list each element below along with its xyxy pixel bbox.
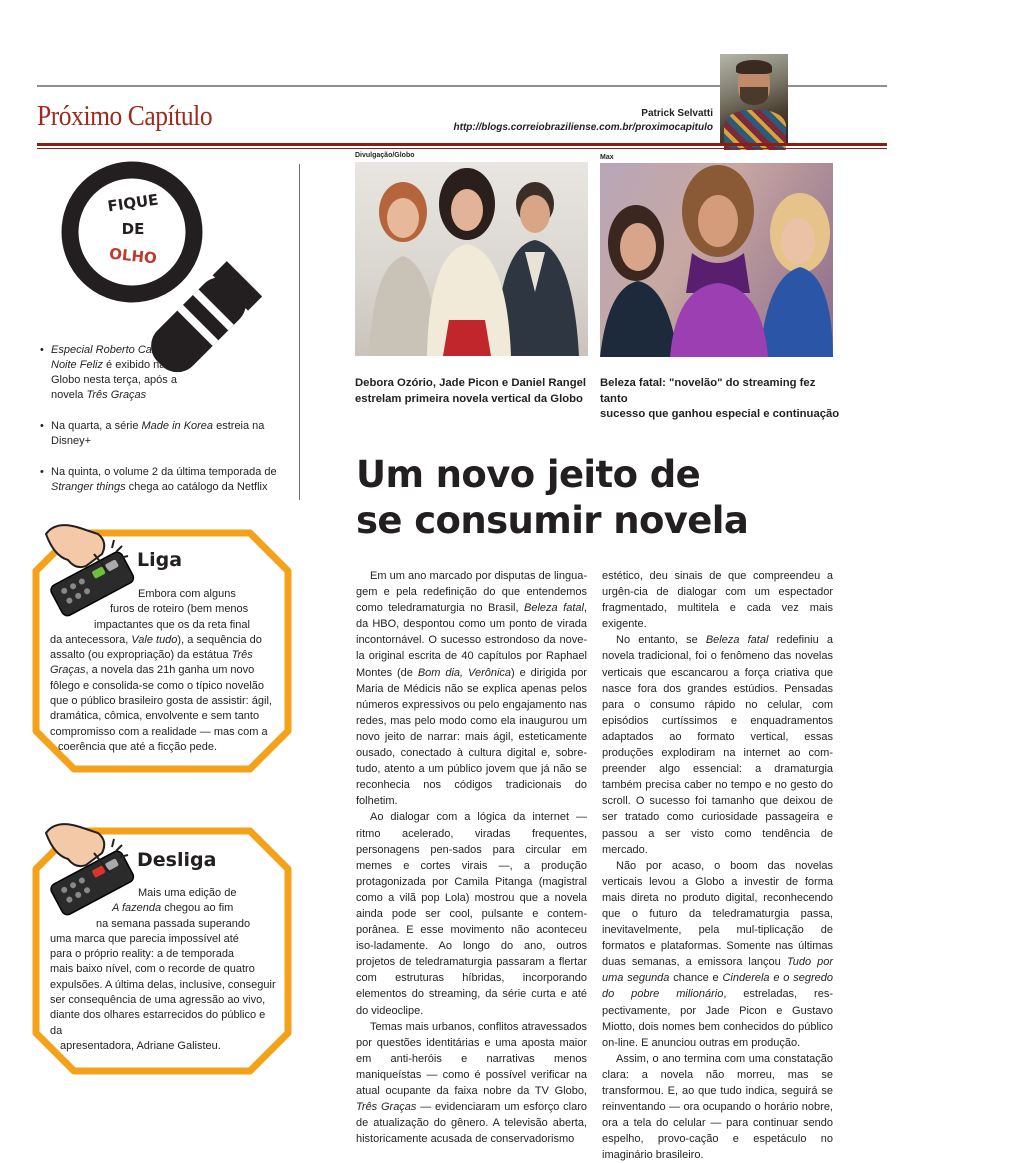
article-paragraph: Temas mais urbanos, conflitos atravessados por questões identitárias e uma aposta maior em anti-heróis e narrativas menos maniqueístas — como é possível verificar na atual ocupante da faixa nobre da TV Globo, Três Graças — evidenciaram um esforço claro de atualização do gênero. A televisão aberta, historicamente acusada de conservadorismo: [356, 1020, 587, 1146]
author-name: Patrick Selvatti: [641, 108, 713, 119]
caption-right: Beleza fatal: "novelão" do streaming fez tanto sucesso que ganhou especial e continuação: [600, 377, 840, 420]
watch-item: • Na quinta, o volume 2 da última temporada de Stranger things chega ao catálogo da Netflix: [40, 465, 290, 495]
article-paragraph: estético, deu sinais de que compreendeu a urgên-cia de dialogar com um espectador fragmentado, multitela e cada vez mais exigente.: [602, 570, 833, 631]
author-photo: [720, 54, 788, 143]
article-headline: Um novo jeito de se consumir novela: [356, 453, 749, 542]
desliga-title: Desliga: [137, 849, 217, 871]
article-paragraph: Em um ano marcado por disputas de lingua-gem e pela redefinição do que entendemos como teledramaturgia no Brasil, Beleza fatal, da HBO, despontou como um ponto de virada incontornável. O sucesso estrondoso da nove-la original escrita de 40 capítulos por Raphael Montes (de Bom dia, Verônica) e dirigida por Maria de Médicis não se explica apenas pelos números expressivos ou pelo engajamento nas redes, mas pelo modo como ela inaugurou um novo jeito de narrar: mais ágil, esteticamente ousado, conectado à cultura digital e, sobre-tudo, atento a um público jovem que já não se reconhecia nos códigos tradicionais do folhetim.: [356, 570, 587, 808]
badge-line-fique: FIQUE: [106, 190, 160, 216]
article-column-2: [602, 568, 833, 1163]
section-title: Próximo Capítulo: [37, 100, 213, 132]
photo-credit-left: Divulgação/Globo: [355, 152, 415, 159]
badge-line-olho: OLHO: [108, 244, 158, 268]
cast-photo-globo: [355, 162, 588, 356]
caption-left: Debora Ozório, Jade Picon e Daniel Rangel estrelam primeira novela vertical da Globo: [355, 377, 587, 405]
photo-credit-right: Max: [600, 154, 614, 161]
watch-item: • Na quarta, a série Made in Korea estreia na Disney+: [40, 419, 290, 449]
article-paragraph: No entanto, se Beleza fatal redefiniu a novela tradicional, foi o fenômeno das novelas verticais que escancarou a força criativa que nasce fora dos grandes estúdios. Pensadas para o consumo rápido no celular, com episódios curtíssimos e enquadramentos adaptados ao formato vertical, essas produções explodiram na internet ao com-preender algo essencial: a dramaturgia também precisa caber no tempo e no gesto do scroll. O sucesso foi tamanho que deixou de ser tratado como curiosidade passageira e passou a ser visto como tendência de mercado.: [602, 634, 833, 856]
badge-line-de: DE: [121, 220, 145, 238]
cast-photo-max: [600, 163, 833, 357]
watch-item: • Especial Roberto Carlos — Noite Feliz é exibido na Globo nesta terça, após a novela Três Graças: [40, 343, 290, 403]
header-bottom-thin-rule: [37, 148, 887, 149]
article-paragraph: Assim, o ano termina com uma constatação clara: a novela não morreu, mas se transformou. E, ao que tudo indica, seguirá se reinventando — ora ocupando o horário nobre, ora a tela do celular — para continuar sendo espelho, provo-cação e espetáculo no imaginário brasileiro.: [602, 1052, 833, 1162]
article-paragraph: Ao dialogar com a lógica da internet — ritmo acelerado, viradas frequentes, personagens pen-sados para circular em memes e cortes virais —, a produção protagonizada por Camila Pitanga (magistral como a vilã pop Lola) mostrou que a novela ainda pode ser cool, pulsante e contem-porânea. E esse movimento não aconteceu iso-ladamente. Ao longo do ano, outros projetos de teledramaturgia passaram a flertar com estruturas híbridas, incorporando elementos do streaming, da série curta e até do videoclipe.: [356, 811, 587, 1017]
header-bottom-rule: [37, 143, 887, 146]
liga-title: Liga: [137, 549, 183, 571]
sidebar-divider: [299, 164, 300, 500]
watch-list: [40, 343, 290, 511]
author-url[interactable]: http://blogs.correiobraziliense.com.br/proximocapitulo: [453, 122, 713, 133]
article-paragraph: Não por acaso, o boom das novelas verticais levou a Globo a investir de forma mais direta no produto digital, reconhecendo que o futuro da teledramaturgia passa, inevitavelmente, pela mul-tiplicação de formatos e plataformas. Somente nas últimas duas semanas, a emissora lançou Tudo por uma segunda chance e Cinderela e o segredo do pobre milionário, estreladas, res-pectivamente, por Jade Picon e Gustavo Miotto, dois nomes bem conhecidos do público on-line. E anunciou outras em produção.: [602, 859, 833, 1049]
article-column-1: [356, 568, 587, 1147]
desliga-body: Mais uma edição de A fazenda chegou ao fim na semana passada superando uma marca que parecia impossível até para o próprio reality: a de temporada mais baixo nível, com o recorde de quatro expulsões. A última delas, inclusive, conseguir ser consequência de uma agressão ao vivo, diante dos olhares estarrecidos do público e da apresentadora, Adriane Galisteu.: [50, 887, 276, 1052]
liga-body: Embora com alguns furos de roteiro (bem menos impactantes que os da reta final da antecessora, Vale tudo), a sequência do assalto (ou expropriação) da estátua Três Graças, a novela das 21h ganha um novo fôlego e consolida-se como o típico novelão que o público brasileiro gosta de assistir: ágil, dramática, cômica, envolvente e sem tanto compromisso com a realidade — mas com a coerência que até a ficção pede.: [50, 588, 272, 753]
